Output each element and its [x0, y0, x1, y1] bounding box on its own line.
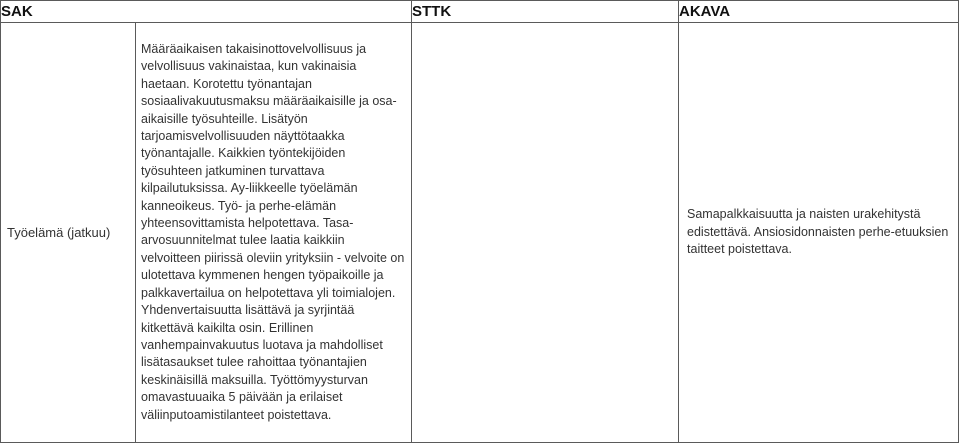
- content-row: [1, 23, 959, 443]
- header-sttk: STTK: [412, 1, 679, 23]
- header-row: [1, 1, 959, 23]
- header-akava: AKAVA: [679, 1, 959, 23]
- sttk-cell: [412, 23, 679, 443]
- sak-text: Määräaikaisen takaisinottovelvollisuus ja velvollisuus vakinaistaa, kun vakinaisia haetaan. Korotettu työnantajan sosiaalivakuutusmaksu määräaikaisille ja osa-aikaisille työsuhteille. Lisätyön tarjoamisvelvollisuuden näyttötaakka työnantajalle. Kaikkien työntekijöiden työsuhteen jatkuminen turvattava kilpailutuksissa. Ay-liikkeelle työelämän kanneoikeus. Työ- ja perhe-elämän yhteensovittamista helpotettava. Tasa-arvosuunnitelmat tulee laatia kaikkiin velvoitteen piirissä oleviin yrityksiin - velvoite on ulotettava kymmenen hengen työpaikoille ja palkkavertailua on helpotettava yli toimialojen. Yhdenvertaisuutta lisättävä ja syrjintää kitkettävä kaikilta osin. Erillinen vanhempainvakuutus luotava ja mahdolliset lisätasaukset tulee rahoittaa työnantajien keskinäisillä maksuilla. Työttömyysturvan omavastuuaika 5 päivään ja erilaiset väliinputoamistilanteet poistettava.: [141, 42, 405, 422]
- header-sak: SAK: [1, 1, 412, 23]
- akava-cell: [679, 23, 959, 443]
- sak-cell: [136, 23, 412, 443]
- akava-text: Samapalkkaisuutta ja naisten urakehitystä edistettävä. Ansiosidonnaisten perhe-etuuksien taitteet poistettava.: [687, 207, 949, 257]
- row-label: Työelämä (jatkuu): [1, 23, 136, 443]
